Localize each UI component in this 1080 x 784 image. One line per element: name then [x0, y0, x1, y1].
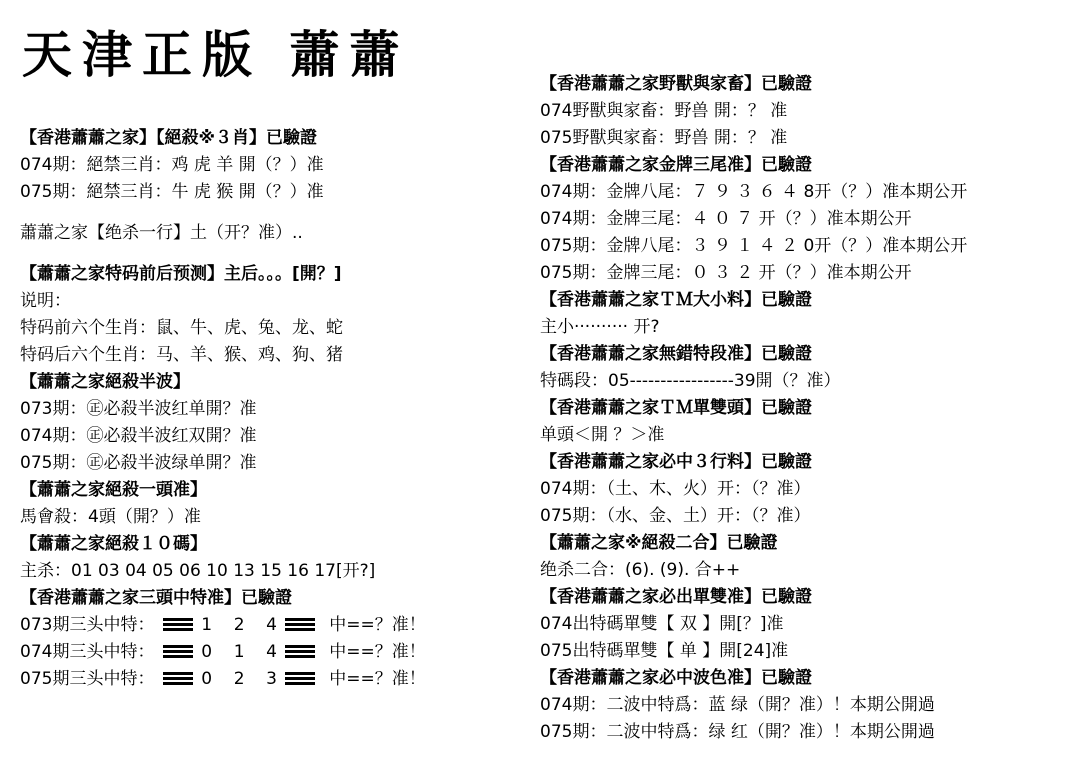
text-line: 主小·········· 开? [540, 317, 660, 337]
blank-line [20, 248, 520, 262]
text-line: 075期：㊣必殺半波绿单開？准 [20, 453, 257, 473]
bar-glyph [285, 618, 315, 632]
head-digit: 0 [201, 669, 213, 689]
head-row-label: 075期三头中特： [20, 669, 155, 689]
text-line: 【香港蕭蕭之家必中波色准】已驗證 [540, 668, 812, 688]
head-digit: 3 [266, 669, 277, 689]
text-line: 074野獸與家畜：野兽 開：？ 准 [540, 101, 788, 121]
text-line: 075期：金牌三尾：０ ３ ２ 开（？）准本期公开 [540, 263, 912, 283]
head-row-tail: 中==？准！ [329, 669, 426, 689]
text-line: 075野獸與家畜：野兽 開：？ 准 [540, 128, 788, 148]
text-line: 074期：金牌八尾：７ ９ ３ ６ ４ 8开（？）准本期公开 [540, 182, 968, 202]
text-line: 074期：絕禁三肖：鸡 虎 羊 開（？）准 [20, 155, 324, 175]
text-line: 075期：二波中特爲：绿 红（開？准）！本期公開過 [540, 722, 935, 742]
text-line: 【蕭蕭之家特码前后预测】主后。。。[開？] [20, 264, 342, 284]
head-digit: 1 [233, 642, 245, 662]
text-line: 074期：金牌三尾：４ ０ ７ 开（？）准本期公开 [540, 209, 912, 229]
text-line: 说明： [20, 291, 71, 311]
text-line: 【香港蕭蕭之家必中３行料】已驗證 [540, 452, 812, 472]
head-row-label: 073期三头中特： [20, 615, 155, 635]
text-line: 单頭＜開 ？＞准 [540, 425, 665, 445]
text-line: 【蕭蕭之家※絕殺二合】已驗證 [540, 533, 778, 553]
text-line: 075期：金牌八尾：３ ９ １ ４ ２ 0开（？）准本期公开 [540, 236, 968, 256]
blank-line [20, 207, 520, 221]
head-digit: 2 [233, 669, 245, 689]
text-line: 绝杀二合：(6). (9). 合++ [540, 560, 741, 580]
head-row-label: 074期三头中特： [20, 642, 155, 662]
head-row [20, 613, 520, 640]
text-line: 074期：二波中特爲：蓝 绿（開？准）！本期公開過 [540, 695, 935, 715]
text-line: 蕭蕭之家【绝杀一行】土（开？准）.. [20, 223, 303, 243]
text-line: 【香港蕭蕭之家必出單雙准】已驗證 [540, 587, 812, 607]
text-line: 【香港蕭蕭之家三頭中特准】已驗證 [20, 588, 292, 608]
head-row-tail: 中==？准！ [329, 642, 426, 662]
bar-glyph [163, 672, 193, 686]
text-line: 075期：絕禁三肖：牛 虎 猴 開（？）准 [20, 182, 324, 202]
text-line: 馬會殺：4頭（開？）准 [20, 507, 201, 527]
left-column [20, 126, 520, 694]
bar-glyph [163, 618, 193, 632]
text-line: 【香港蕭蕭之家金牌三尾准】已驗證 [540, 155, 812, 175]
right-column [540, 72, 1070, 747]
head-digit: 0 [201, 642, 213, 662]
text-line: 075期：（水、金、土）开：（？准） [540, 506, 811, 526]
text-line: 073期：㊣必殺半波红单開？准 [20, 399, 257, 419]
head-digit: 4 [266, 615, 277, 635]
head-digit: 4 [266, 642, 277, 662]
text-line: 074期：㊣必殺半波红双開？准 [20, 426, 257, 446]
text-line: 特碼段：05-----------------39開（？准） [540, 371, 841, 391]
head-row [20, 640, 520, 667]
text-line: 【香港蕭蕭之家野獸與家畜】已驗證 [540, 74, 812, 94]
text-line: 074出特碼單雙【 双 】開[？]准 [540, 614, 784, 634]
text-line: 特码前六个生肖：鼠、牛、虎、兔、龙、蛇 [20, 318, 343, 338]
text-line: 【蕭蕭之家絕殺半波】 [20, 372, 190, 392]
text-line: 特码后六个生肖：马、羊、猴、鸡、狗、猪 [20, 345, 343, 365]
bar-glyph [285, 645, 315, 659]
head-row [20, 667, 520, 694]
text-line: 074期：（土、木、火）开：（？准） [540, 479, 811, 499]
head-row-tail: 中==？准！ [329, 615, 426, 635]
text-line: 【香港蕭蕭之家ＴＭ單雙頭】已驗證 [540, 398, 812, 418]
text-line: 主杀：01 03 04 05 06 10 13 15 16 17[开?] [20, 561, 376, 581]
text-line: 【香港蕭蕭之家】【絕殺※３肖】已驗證 [20, 128, 318, 148]
head-digit: 2 [233, 615, 245, 635]
text-line: 【香港蕭蕭之家ＴＭ大小料】已驗證 [540, 290, 812, 310]
text-line: 【蕭蕭之家絕殺１０碼】 [20, 534, 207, 554]
text-line: 075出特碼單雙【 单 】開[24]准 [540, 641, 789, 661]
head-digit: 1 [201, 615, 213, 635]
text-line: 【香港蕭蕭之家無錯特段准】已驗證 [540, 344, 812, 364]
bar-glyph [285, 672, 315, 686]
text-line: 【蕭蕭之家絕殺一頭准】 [20, 480, 207, 500]
page-title: 天津正版 蕭蕭 [22, 25, 410, 84]
bar-glyph [163, 645, 193, 659]
